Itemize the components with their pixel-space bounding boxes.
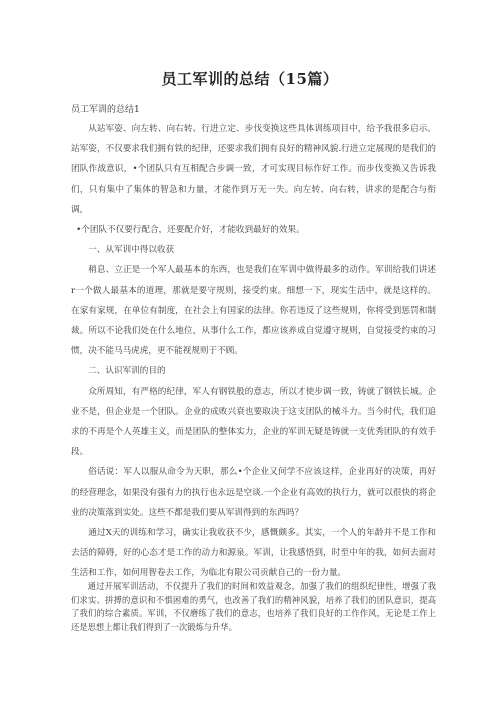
paragraph-7: 通过开展军训活动，不仅提升了我们的时间和效益观念，加强了我们的组织纪律性，增强了我们求实、拼搏的意识和不惧困难的勇气，也改善了我们的精神风貌，培养了我们的团队意识，提高了我们的综合素质。军训，不仅磨练了我们的意志，也培养了我们良好的工作作风，无论是工作上还是思想上都让我们得到了一次锻炼与升华。	[71, 581, 436, 632]
paragraph-4: 众所周知，有严格的纪律，军人有钢铁般的意志，所以才使步调一致，铸就了钢铁长城。企业不是，但企业是一个团队。企业的成败兴衰也要取决于这支团队的械斗力。当今时代，我们追求的不再是个人英雄主义，而是团队的整体实力，企业的军训无疑是铸就一支优秀团队的有效手段。	[71, 386, 436, 458]
section-heading-2: 二、认识军训的目的	[88, 366, 166, 377]
paragraph-2: •个团队不仅要行配合，还要配介好，才能收到最好的效果。	[76, 225, 305, 236]
document-title: 员工军训的总结（15篇）	[161, 70, 339, 88]
paragraph-3: 稍息、立正是一个军人最基本的东西，也是我们在军训中做得最多的动作。军训给我们讲述r一个做人最基本的道理，那就是要守规则，接受约束。细想一下，现实生活中，就是这样的。在家有家规，在单位有制度，在社会上有国家的法律。你若违反了这些规则，你将受到惩罚和制裁。所以不论我们处在什么地位，从事什么工作，都应该养成自觉遵守规则，自觉接受约束的习惯，决不能马马虎虎，更不能视规则于不顾。	[71, 265, 436, 357]
paragraph-6: 通过X天的训练和学习，确实让我收获不少，感慨颇多。其实，一个人的年龄并不是工作和去活的障碍，好的心态才是工作的动力和源泉。军训，让我感悟到，时至中年的我，如何去面对生活和工作，如何用智卷去工作，为临北有限公司贡献自己的一份力量。	[71, 528, 436, 579]
section-heading-1: 一、从军训中得以收获	[88, 245, 175, 256]
document-tail	[71, 580, 436, 634]
paragraph-1: 从站军姿、向左转、向右转、行进立定、步伐变换这些具体训练项目中，给予我很多启示。站军姿，不仅要求我们拥有铁的纪律，还要求我们拥有良好的精神风貌.行进立定展现的是我们的团队作战意识，•个团队只有互相配合步调一致，才可实现目标作好工作。而步伐变换又告诉我们，只有集中了集体的智急和力量，才能作到万无一失。向左转、向右转，讲求的是配合与衔调，	[71, 124, 436, 215]
document-body	[71, 119, 436, 584]
section-subtitle: 员工军训的总结1	[71, 105, 140, 115]
paragraph-5: 俗话说：军人以服从命令为天职，那么•个企业又何学不应该这样，企业再好的决策，再好的经营理念，如果没有强有力的执行也永远是空谈.一个企业有高效的执行力，就可以很快的将企业的决策落到实处。这些不都是我们要从军训得到的东西吗？	[71, 467, 436, 518]
